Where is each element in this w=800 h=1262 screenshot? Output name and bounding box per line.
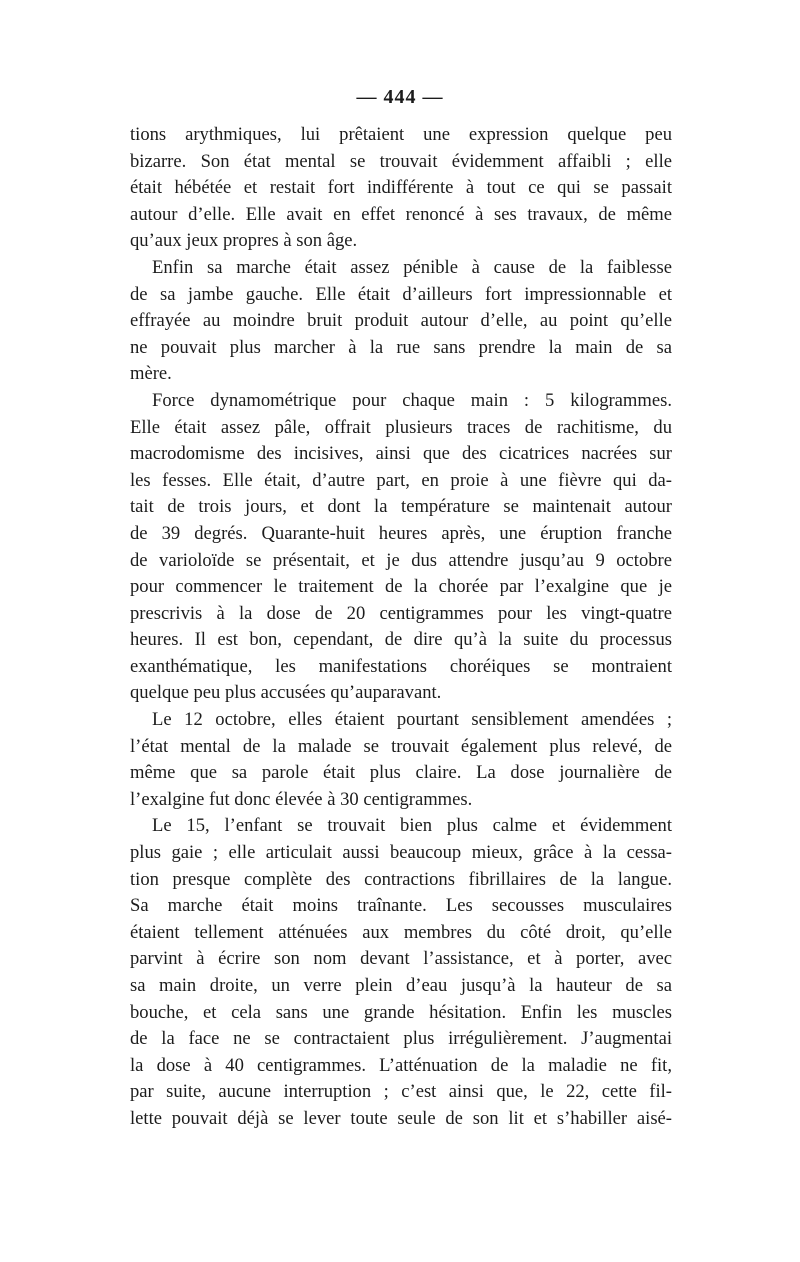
text-line: Le 15, l’enfant se trouvait bien plus calme et évidemment xyxy=(152,815,672,837)
text-line: prescrivis à la dose de 20 centigrammes pour les vingt-quatre xyxy=(130,602,672,624)
text-line: Force dynamométrique pour chaque main : 5 kilogrammes. xyxy=(152,389,672,411)
text-line: de varioloïde se présentait, et je dus attendre jusqu’au 9 octobre xyxy=(130,549,672,571)
text-line: ne pouvait plus marcher à la rue sans prendre la main de sa xyxy=(130,336,672,358)
text-line: tait de trois jours, et dont la température se maintenait autour xyxy=(130,496,672,518)
text-line: plus gaie ; elle articulait aussi beaucoup mieux, grâce à la cessa- xyxy=(130,842,672,864)
text-line: effrayée au moindre bruit produit autour d’elle, au point qu’elle xyxy=(130,310,672,332)
text-line: autour d’elle. Elle avait en effet renoncé à ses travaux, de même xyxy=(130,203,672,225)
text-line: par suite, aucune interruption ; c’est ainsi que, le 22, cette fil- xyxy=(130,1081,672,1103)
text-line: l’exalgine fut donc élevée à 30 centigrammes. xyxy=(130,788,473,810)
text-line: bizarre. Son état mental se trouvait évidemment affaibli ; elle xyxy=(130,150,672,172)
text-line: la dose à 40 centigrammes. L’atténuation de la maladie ne fit, xyxy=(130,1054,672,1076)
text-line: étaient tellement atténuées aux membres du côté droit, qu’elle xyxy=(130,921,672,943)
text-line: mère. xyxy=(130,363,172,385)
text-line: sa main droite, un verre plein d’eau jusqu’à la hauteur de sa xyxy=(130,975,672,996)
text-line: était hébétée et restait fort indifférente à tout ce qui se passait xyxy=(130,177,672,199)
text-line: de la face ne se contractaient plus irrégulièrement. J’augmentai xyxy=(130,1028,672,1050)
page-number: — 444 — xyxy=(356,86,444,108)
text-line: heures. Il est bon, cependant, de dire qu’à la suite du processus xyxy=(130,629,672,651)
text-line: pour commencer le traitement de la chorée par l’exalgine que je xyxy=(130,576,672,598)
text-line: Elle était assez pâle, offrait plusieurs traces de rachitisme, du xyxy=(130,416,672,438)
text-line: Le 12 octobre, elles étaient pourtant sensiblement amendées ; xyxy=(152,709,672,731)
text-line: qu’aux jeux propres à son âge. xyxy=(130,230,358,252)
text-line: bouche, et cela sans une grande hésitation. Enfin les muscles xyxy=(130,1001,672,1023)
body-text xyxy=(130,122,672,1133)
text-line: lette pouvait déjà se lever toute seule de son lit et s’habiller aisé- xyxy=(130,1107,672,1129)
text-line: de 39 degrés. Quarante-huit heures après, une éruption franche xyxy=(130,522,672,544)
text-line: tion presque complète des contractions fibrillaires de la langue. xyxy=(130,868,672,890)
text-line: tions arythmiques, lui prêtaient une expression quelque peu xyxy=(130,124,672,145)
text-line: les fesses. Elle était, d’autre part, en proie à une fièvre qui da- xyxy=(130,469,672,491)
text-line: exanthématique, les manifestations choréiques se montraient xyxy=(130,655,672,677)
text-line: quelque peu plus accusées qu’auparavant. xyxy=(130,682,442,704)
text-line: Enfin sa marche était assez pénible à cause de la faiblesse xyxy=(152,256,672,278)
text-line: Sa marche était moins traînante. Les secousses musculaires xyxy=(130,895,672,917)
text-line: même que sa parole était plus claire. La dose journalière de xyxy=(130,762,672,784)
text-line: macrodomisme des incisives, ainsi que des cicatrices nacrées sur xyxy=(130,443,672,465)
text-line: l’état mental de la malade se trouvait également plus relevé, de xyxy=(130,735,672,757)
text-line: parvint à écrire son nom devant l’assistance, et à porter, avec xyxy=(130,948,672,970)
text-line: de sa jambe gauche. Elle était d’ailleurs fort impressionnable et xyxy=(130,283,672,305)
